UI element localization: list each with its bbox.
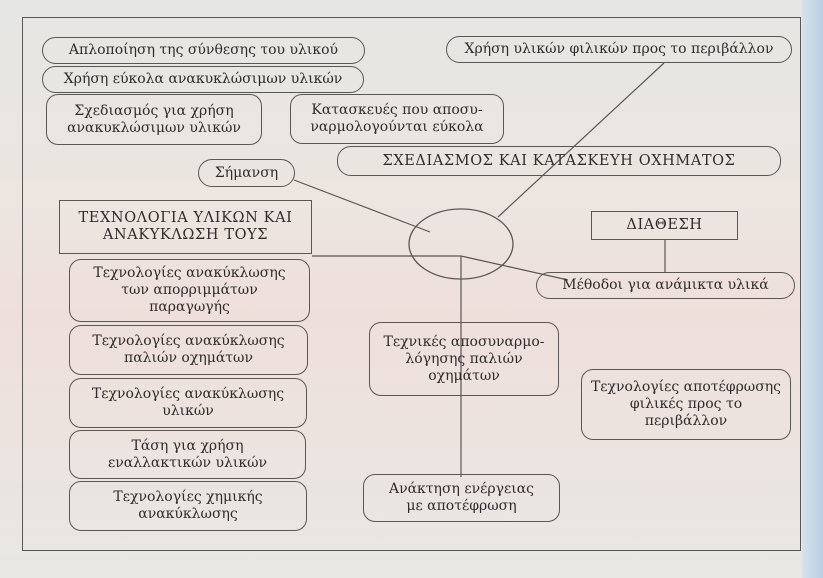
tech-item-label: Τεχνολογίες ανακύκλωσης υλικών: [91, 386, 285, 419]
simplify-composition-box: [42, 37, 365, 64]
line-to-labeling: [294, 180, 430, 232]
labeling-box: [198, 159, 295, 187]
recyclable-materials-box: [42, 66, 364, 93]
tech-item-chemical-recycling: [69, 481, 307, 531]
tech-item-production-waste: [69, 259, 310, 322]
vehicle-design-title-box: [337, 146, 781, 176]
tech-item-label: Τεχνολογίες ανακύκλωσης των απορριμμάτων παραγωγής: [93, 265, 286, 315]
design-recyclable-box: [46, 94, 262, 145]
easy-dismantle-label: Κατασκευές που αποσυ- ναρμολογούνται εύκολα: [310, 102, 484, 135]
easy-dismantle-box: [290, 94, 504, 144]
energy-recovery-label: Ανάκτηση ενέργειας με αποτέφρωση: [388, 481, 534, 514]
dismantling-tech-label: Τεχνικές αποσυναρμο- λόγησης παλιών οχημάτων: [383, 333, 545, 384]
tech-item-label: Τάση για χρήση εναλλακτικών υλικών: [107, 437, 268, 471]
energy-recovery-box: [363, 474, 560, 522]
dismantling-tech-box: [369, 322, 559, 396]
line-to-eco-materials: [498, 63, 664, 217]
tech-item-label: Τεχνολογίες ανακύκλωσης παλιών οχημάτων: [92, 333, 285, 366]
incineration-tech-box: [581, 369, 791, 440]
recyclable-materials-label: Χρήση εύκολα ανακυκλώσιμων υλικών: [63, 71, 343, 87]
vehicle-design-title: ΣΧΕΔΙΑΣΜΟΣ ΚΑΙ ΚΑΤΑΣΚΕΥΗ ΟΧΗΜΑΤΟΣ: [382, 152, 736, 169]
tech-item-old-vehicles: [69, 325, 308, 375]
design-recyclable-label: Σχεδιασμός για χρήση ανακυκλώσιμων υλικών: [67, 102, 241, 136]
disposal-title-box: [591, 211, 738, 240]
eco-materials-box: [446, 36, 792, 63]
mixed-materials-label: Μέθοδοι για ανάμικτα υλικά: [562, 277, 769, 293]
tech-item-materials: [69, 378, 307, 428]
disposal-title: ΔΙΑΘΕΣΗ: [626, 217, 703, 233]
eco-materials-label: Χρήση υλικών φιλικών προς το περιβάλλον: [464, 41, 774, 57]
materials-tech-title: ΤΕΧΝΟΛΟΓΙΑ ΥΛΙΚΩΝ ΚΑΙ ΑΝΑΚΥΚΛΩΣΗ ΤΟΥΣ: [78, 210, 293, 243]
tech-item-label: Τεχνολογίες χημικής ανακύκλωσης: [113, 489, 263, 522]
tech-item-alternative-materials: [69, 430, 306, 479]
mixed-materials-box: [536, 272, 795, 299]
incineration-tech-label: Τεχνολογίες αποτέφρωσης φιλικές προς το περιβάλλον: [590, 379, 782, 429]
simplify-composition-label: Απλοποίηση της σύνθεσης του υλικού: [68, 42, 339, 58]
materials-tech-title-box: [59, 200, 312, 254]
labeling-label: Σήμανση: [214, 164, 279, 181]
